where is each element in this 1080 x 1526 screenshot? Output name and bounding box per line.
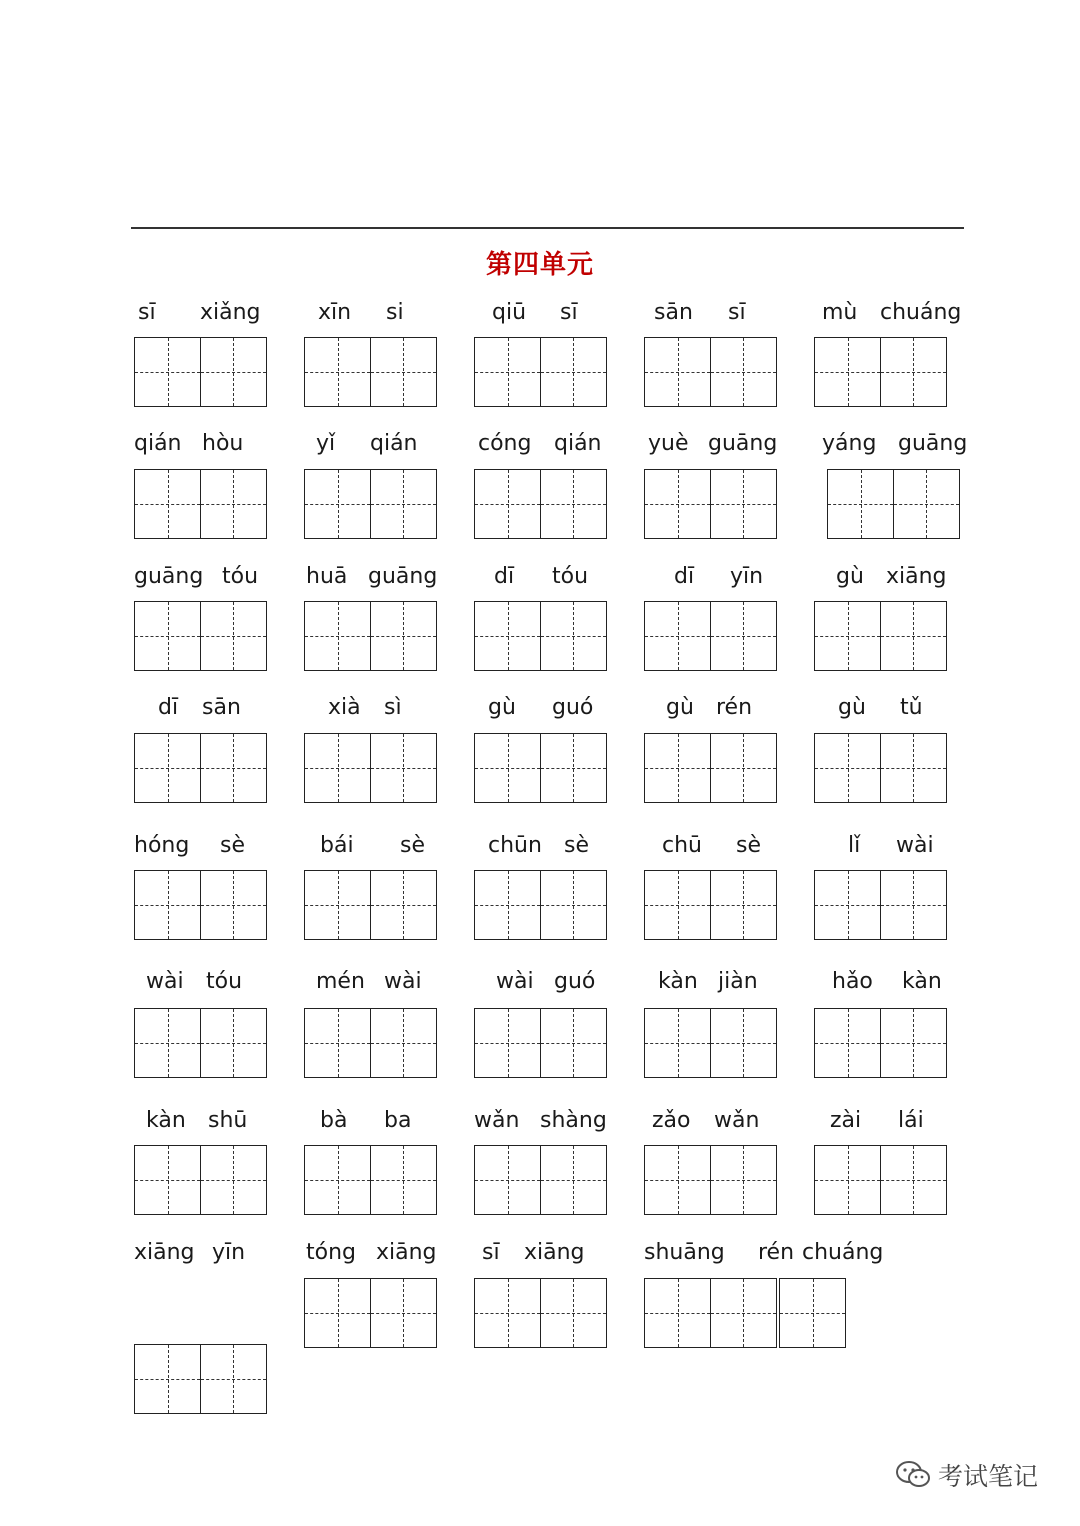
writing-cell[interactable] [304, 337, 371, 407]
writing-cell[interactable] [644, 733, 711, 803]
writing-cell[interactable] [710, 870, 777, 940]
pinyin-word: kàn [902, 969, 942, 994]
writing-cell[interactable] [880, 1008, 947, 1078]
writing-cell[interactable] [827, 469, 894, 539]
writing-cell[interactable] [814, 733, 881, 803]
writing-cell[interactable] [474, 1278, 541, 1348]
writing-grid [644, 469, 777, 539]
pinyin-word: yuè [648, 431, 689, 456]
writing-cell[interactable] [710, 469, 777, 539]
pinyin-word: hóng [134, 833, 190, 858]
pinyin-word: tóng [306, 1240, 356, 1265]
writing-cell[interactable] [134, 337, 201, 407]
writing-grid [474, 1278, 607, 1348]
pinyin-word: sān [202, 695, 241, 720]
writing-cell[interactable] [304, 1008, 371, 1078]
writing-grid [134, 1344, 267, 1414]
writing-grid [474, 601, 607, 671]
pinyin-word: sī [728, 300, 746, 325]
writing-grid [644, 1008, 777, 1078]
pinyin-word: sè [564, 833, 589, 858]
writing-grid [814, 1008, 947, 1078]
writing-cell[interactable] [644, 1278, 711, 1348]
writing-cell[interactable] [370, 469, 437, 539]
writing-cell[interactable] [370, 870, 437, 940]
writing-cell[interactable] [134, 601, 201, 671]
writing-cell[interactable] [200, 733, 267, 803]
writing-cell[interactable] [710, 1145, 777, 1215]
writing-grid [644, 733, 777, 803]
writing-grid [474, 870, 607, 940]
writing-cell[interactable] [200, 870, 267, 940]
writing-cell[interactable] [474, 870, 541, 940]
pinyin-word: tóu [206, 969, 243, 994]
pinyin-word: qián [554, 431, 602, 456]
page-title: 第四单元 [485, 250, 594, 280]
pinyin-word: wài [496, 969, 534, 994]
pinyin-word: qián [134, 431, 182, 456]
pinyin-word: cóng [478, 431, 532, 456]
writing-grid [474, 469, 607, 539]
writing-cell[interactable] [540, 870, 607, 940]
watermark-text: 考试笔记 [938, 1462, 1039, 1491]
writing-grid [814, 337, 947, 407]
pinyin-word: sī [482, 1240, 500, 1265]
writing-grid [474, 337, 607, 407]
writing-cell[interactable] [200, 1145, 267, 1215]
writing-grid [304, 1278, 437, 1348]
pinyin-word: tóu [552, 564, 589, 589]
writing-cell[interactable] [814, 1008, 881, 1078]
pinyin-word: ba [384, 1108, 412, 1133]
pinyin-word: qiū [492, 300, 527, 325]
writing-grid [304, 1008, 437, 1078]
writing-grid [644, 1278, 777, 1348]
pinyin-word: sì [384, 695, 402, 720]
pinyin-word: shuāng [644, 1240, 725, 1265]
pinyin-word: zài [830, 1108, 862, 1133]
writing-cell[interactable] [644, 337, 711, 407]
pinyin-word: sān [654, 300, 693, 325]
writing-cell[interactable] [710, 733, 777, 803]
pinyin-word: xià [328, 695, 361, 720]
writing-cell[interactable] [474, 1008, 541, 1078]
pinyin-word: shàng [540, 1108, 607, 1133]
pinyin-word: xiāng [134, 1240, 195, 1265]
pinyin-word: guāng [898, 431, 968, 456]
pinyin-word: xīn [318, 300, 352, 325]
pinyin-word: jiàn [718, 969, 758, 994]
pinyin-word: guāng [134, 564, 204, 589]
pinyin-word: xiāng [524, 1240, 585, 1265]
pinyin-word: rén [758, 1240, 795, 1265]
pinyin-word: rén [716, 695, 753, 720]
writing-cell[interactable] [304, 1145, 371, 1215]
writing-cell[interactable] [880, 870, 947, 940]
pinyin-word: chuáng [802, 1240, 884, 1265]
writing-cell[interactable] [644, 601, 711, 671]
writing-grid [134, 1008, 267, 1078]
writing-cell[interactable] [779, 1278, 846, 1348]
writing-cell[interactable] [540, 1278, 607, 1348]
writing-cell[interactable] [134, 1344, 201, 1414]
writing-grid [304, 733, 437, 803]
writing-cell[interactable] [304, 469, 371, 539]
writing-grid [814, 1145, 947, 1215]
writing-cell[interactable] [474, 733, 541, 803]
writing-grid [134, 1145, 267, 1215]
pinyin-word: guó [554, 969, 596, 994]
pinyin-word: gù [838, 695, 866, 720]
writing-grid [134, 337, 267, 407]
pinyin-word: gù [488, 695, 516, 720]
writing-grid [304, 1145, 437, 1215]
writing-cell[interactable] [474, 1145, 541, 1215]
writing-grid [134, 601, 267, 671]
writing-cell[interactable] [370, 601, 437, 671]
writing-cell[interactable] [370, 733, 437, 803]
writing-cell[interactable] [474, 469, 541, 539]
pinyin-word: mù [822, 300, 858, 325]
pinyin-word: bái [320, 833, 354, 858]
pinyin-word: bà [320, 1108, 348, 1133]
pinyin-word: gù [666, 695, 694, 720]
pinyin-word: chūn [488, 833, 542, 858]
writing-cell[interactable] [134, 1145, 201, 1215]
writing-cell[interactable] [370, 337, 437, 407]
writing-grid [304, 337, 437, 407]
pinyin-word: zǎo [652, 1108, 691, 1133]
writing-cell[interactable] [200, 469, 267, 539]
pinyin-word: qián [370, 431, 418, 456]
writing-cell[interactable] [710, 337, 777, 407]
pinyin-word: sè [400, 833, 425, 858]
pinyin-word: si [386, 300, 404, 325]
pinyin-word: xiāng [376, 1240, 437, 1265]
writing-cell[interactable] [540, 733, 607, 803]
pinyin-word: hòu [202, 431, 244, 456]
writing-cell[interactable] [893, 469, 960, 539]
writing-cell[interactable] [644, 1008, 711, 1078]
pinyin-word: dī [158, 695, 179, 720]
writing-cell[interactable] [540, 1008, 607, 1078]
pinyin-word: shū [208, 1108, 248, 1133]
writing-cell[interactable] [474, 337, 541, 407]
pinyin-word: sè [220, 833, 245, 858]
pinyin-word: chū [662, 833, 702, 858]
writing-grid [814, 870, 947, 940]
pinyin-word: yīn [730, 564, 764, 589]
pinyin-word: kàn [146, 1108, 186, 1133]
pinyin-word: guó [552, 695, 594, 720]
writing-cell[interactable] [134, 469, 201, 539]
pinyin-word: wài [896, 833, 934, 858]
writing-grid [779, 1278, 846, 1348]
writing-grid [644, 601, 777, 671]
pinyin-word: yīn [212, 1240, 246, 1265]
pinyin-word: xiāng [886, 564, 947, 589]
pinyin-word: chuáng [880, 300, 962, 325]
pinyin-word: wǎn [714, 1108, 760, 1133]
wechat-chat-icon [894, 1459, 932, 1491]
writing-cell[interactable] [814, 1145, 881, 1215]
writing-cell[interactable] [880, 601, 947, 671]
pinyin-word: wǎn [474, 1108, 520, 1133]
writing-cell[interactable] [200, 1008, 267, 1078]
writing-grid [134, 469, 267, 539]
pinyin-word: dī [674, 564, 695, 589]
top-divider [131, 227, 964, 229]
writing-cell[interactable] [540, 469, 607, 539]
writing-cell[interactable] [880, 733, 947, 803]
writing-grid [644, 870, 777, 940]
writing-cell[interactable] [134, 1008, 201, 1078]
writing-cell[interactable] [540, 601, 607, 671]
pinyin-word: guāng [368, 564, 438, 589]
writing-cell[interactable] [370, 1278, 437, 1348]
writing-grid [134, 870, 267, 940]
writing-cell[interactable] [710, 1278, 777, 1348]
writing-cell[interactable] [644, 870, 711, 940]
writing-cell[interactable] [474, 601, 541, 671]
writing-grid [304, 870, 437, 940]
pinyin-word: tóu [222, 564, 259, 589]
pinyin-word: sī [138, 300, 156, 325]
pinyin-word: hǎo [832, 969, 873, 994]
writing-cell[interactable] [304, 733, 371, 803]
writing-cell[interactable] [880, 1145, 947, 1215]
writing-cell[interactable] [200, 337, 267, 407]
writing-grid [134, 733, 267, 803]
writing-grid [644, 1145, 777, 1215]
pinyin-word: wài [384, 969, 422, 994]
pinyin-word: wài [146, 969, 184, 994]
writing-grid [814, 601, 947, 671]
writing-cell[interactable] [370, 1145, 437, 1215]
writing-cell[interactable] [304, 1278, 371, 1348]
writing-cell[interactable] [814, 601, 881, 671]
pinyin-word: dī [494, 564, 515, 589]
writing-cell[interactable] [814, 337, 881, 407]
writing-grid [474, 1145, 607, 1215]
watermark [894, 1457, 1038, 1493]
pinyin-word: huā [306, 564, 348, 589]
writing-grid [474, 733, 607, 803]
pinyin-word: sī [560, 300, 578, 325]
writing-cell[interactable] [134, 870, 201, 940]
writing-grid [644, 337, 777, 407]
writing-cell[interactable] [304, 601, 371, 671]
writing-cell[interactable] [200, 601, 267, 671]
writing-cell[interactable] [370, 1008, 437, 1078]
writing-cell[interactable] [644, 1145, 711, 1215]
pinyin-word: lái [898, 1108, 924, 1133]
pinyin-word: lǐ [848, 833, 861, 858]
writing-cell[interactable] [880, 337, 947, 407]
writing-cell[interactable] [304, 870, 371, 940]
writing-grid [304, 601, 437, 671]
pinyin-word: tǔ [900, 695, 923, 720]
pinyin-word: sè [736, 833, 761, 858]
pinyin-word: gù [836, 564, 864, 589]
writing-cell[interactable] [134, 733, 201, 803]
pinyin-word: yǐ [316, 431, 336, 456]
writing-grid [474, 1008, 607, 1078]
writing-cell[interactable] [710, 1008, 777, 1078]
pinyin-word: guāng [708, 431, 778, 456]
writing-cell[interactable] [540, 337, 607, 407]
writing-grid [304, 469, 437, 539]
writing-grid [814, 733, 947, 803]
pinyin-word: kàn [658, 969, 698, 994]
writing-cell[interactable] [644, 469, 711, 539]
pinyin-word: yáng [822, 431, 877, 456]
writing-cell[interactable] [200, 1344, 267, 1414]
pinyin-word: xiǎng [200, 300, 261, 325]
pinyin-word: mén [316, 969, 365, 994]
writing-grid [827, 469, 960, 539]
writing-cell[interactable] [814, 870, 881, 940]
writing-cell[interactable] [540, 1145, 607, 1215]
writing-cell[interactable] [710, 601, 777, 671]
